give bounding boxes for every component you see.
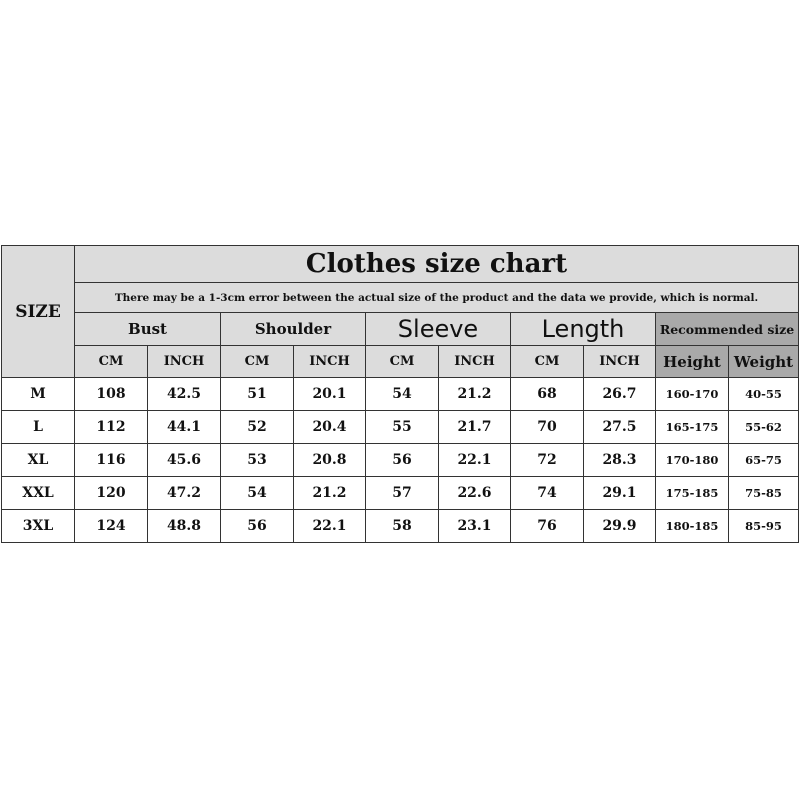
shoulder-inch-cell: 21.2 — [294, 477, 366, 510]
bust-cm-cell: 116 — [75, 444, 148, 477]
bust-inch-cell: 44.1 — [148, 411, 221, 444]
shoulder-cm-cell: 56 — [221, 510, 294, 543]
unit-header: INCH — [148, 346, 221, 378]
shoulder-inch-cell: 20.4 — [294, 411, 366, 444]
unit-header: CM — [511, 346, 584, 378]
table-row — [2, 378, 799, 411]
length-inch-cell: 28.3 — [584, 444, 656, 477]
sleeve-cm-cell: 58 — [366, 510, 439, 543]
weight-cell: 65-75 — [729, 444, 799, 477]
sleeve-inch-cell: 22.1 — [439, 444, 511, 477]
shoulder-inch-cell: 20.8 — [294, 444, 366, 477]
bust-cm-cell: 124 — [75, 510, 148, 543]
size-chart-table — [1, 245, 799, 543]
bust-inch-cell: 48.8 — [148, 510, 221, 543]
sleeve-cm-cell: 56 — [366, 444, 439, 477]
height-cell: 160-170 — [656, 378, 729, 411]
table-row — [2, 510, 799, 543]
weight-cell: 55-62 — [729, 411, 799, 444]
length-cm-cell: 70 — [511, 411, 584, 444]
unit-header: INCH — [584, 346, 656, 378]
unit-header-height: Height — [656, 346, 729, 378]
shoulder-cm-cell: 51 — [221, 378, 294, 411]
size-cell: 3XL — [2, 510, 75, 543]
unit-header: INCH — [439, 346, 511, 378]
shoulder-inch-cell: 22.1 — [294, 510, 366, 543]
unit-header: CM — [221, 346, 294, 378]
height-cell: 165-175 — [656, 411, 729, 444]
group-recommended-size: Recommended size — [656, 313, 799, 346]
shoulder-cm-cell: 53 — [221, 444, 294, 477]
weight-cell: 75-85 — [729, 477, 799, 510]
weight-cell: 40-55 — [729, 378, 799, 411]
length-inch-cell: 29.9 — [584, 510, 656, 543]
length-inch-cell: 29.1 — [584, 477, 656, 510]
shoulder-cm-cell: 52 — [221, 411, 294, 444]
table-row — [2, 444, 799, 477]
shoulder-inch-cell: 20.1 — [294, 378, 366, 411]
sleeve-inch-cell: 23.1 — [439, 510, 511, 543]
table-row — [2, 411, 799, 444]
sleeve-inch-cell: 21.2 — [439, 378, 511, 411]
bust-inch-cell: 42.5 — [148, 378, 221, 411]
size-cell: XXL — [2, 477, 75, 510]
unit-header: CM — [75, 346, 148, 378]
sleeve-cm-cell: 54 — [366, 378, 439, 411]
bust-cm-cell: 108 — [75, 378, 148, 411]
size-cell: L — [2, 411, 75, 444]
group-length: Length — [511, 313, 656, 346]
unit-header: CM — [366, 346, 439, 378]
height-cell: 180-185 — [656, 510, 729, 543]
shoulder-cm-cell: 54 — [221, 477, 294, 510]
group-bust: Bust — [75, 313, 221, 346]
size-cell: XL — [2, 444, 75, 477]
unit-header-weight: Weight — [729, 346, 799, 378]
unit-header: INCH — [294, 346, 366, 378]
height-cell: 175-185 — [656, 477, 729, 510]
bust-inch-cell: 47.2 — [148, 477, 221, 510]
sleeve-cm-cell: 55 — [366, 411, 439, 444]
group-sleeve: Sleeve — [366, 313, 511, 346]
bust-cm-cell: 112 — [75, 411, 148, 444]
length-cm-cell: 68 — [511, 378, 584, 411]
bust-cm-cell: 120 — [75, 477, 148, 510]
sleeve-inch-cell: 21.7 — [439, 411, 511, 444]
table-row — [2, 477, 799, 510]
length-inch-cell: 27.5 — [584, 411, 656, 444]
bust-inch-cell: 45.6 — [148, 444, 221, 477]
chart-title: Clothes size chart — [75, 246, 799, 283]
size-cell: M — [2, 378, 75, 411]
group-shoulder: Shoulder — [221, 313, 366, 346]
disclaimer-note: There may be a 1-3cm error between the actual size of the product and the data we provide, which is normal. — [75, 283, 799, 313]
height-cell: 170-180 — [656, 444, 729, 477]
length-cm-cell: 74 — [511, 477, 584, 510]
sleeve-inch-cell: 22.6 — [439, 477, 511, 510]
length-cm-cell: 76 — [511, 510, 584, 543]
sleeve-cm-cell: 57 — [366, 477, 439, 510]
size-header: SIZE — [2, 246, 75, 378]
length-cm-cell: 72 — [511, 444, 584, 477]
weight-cell: 85-95 — [729, 510, 799, 543]
length-inch-cell: 26.7 — [584, 378, 656, 411]
